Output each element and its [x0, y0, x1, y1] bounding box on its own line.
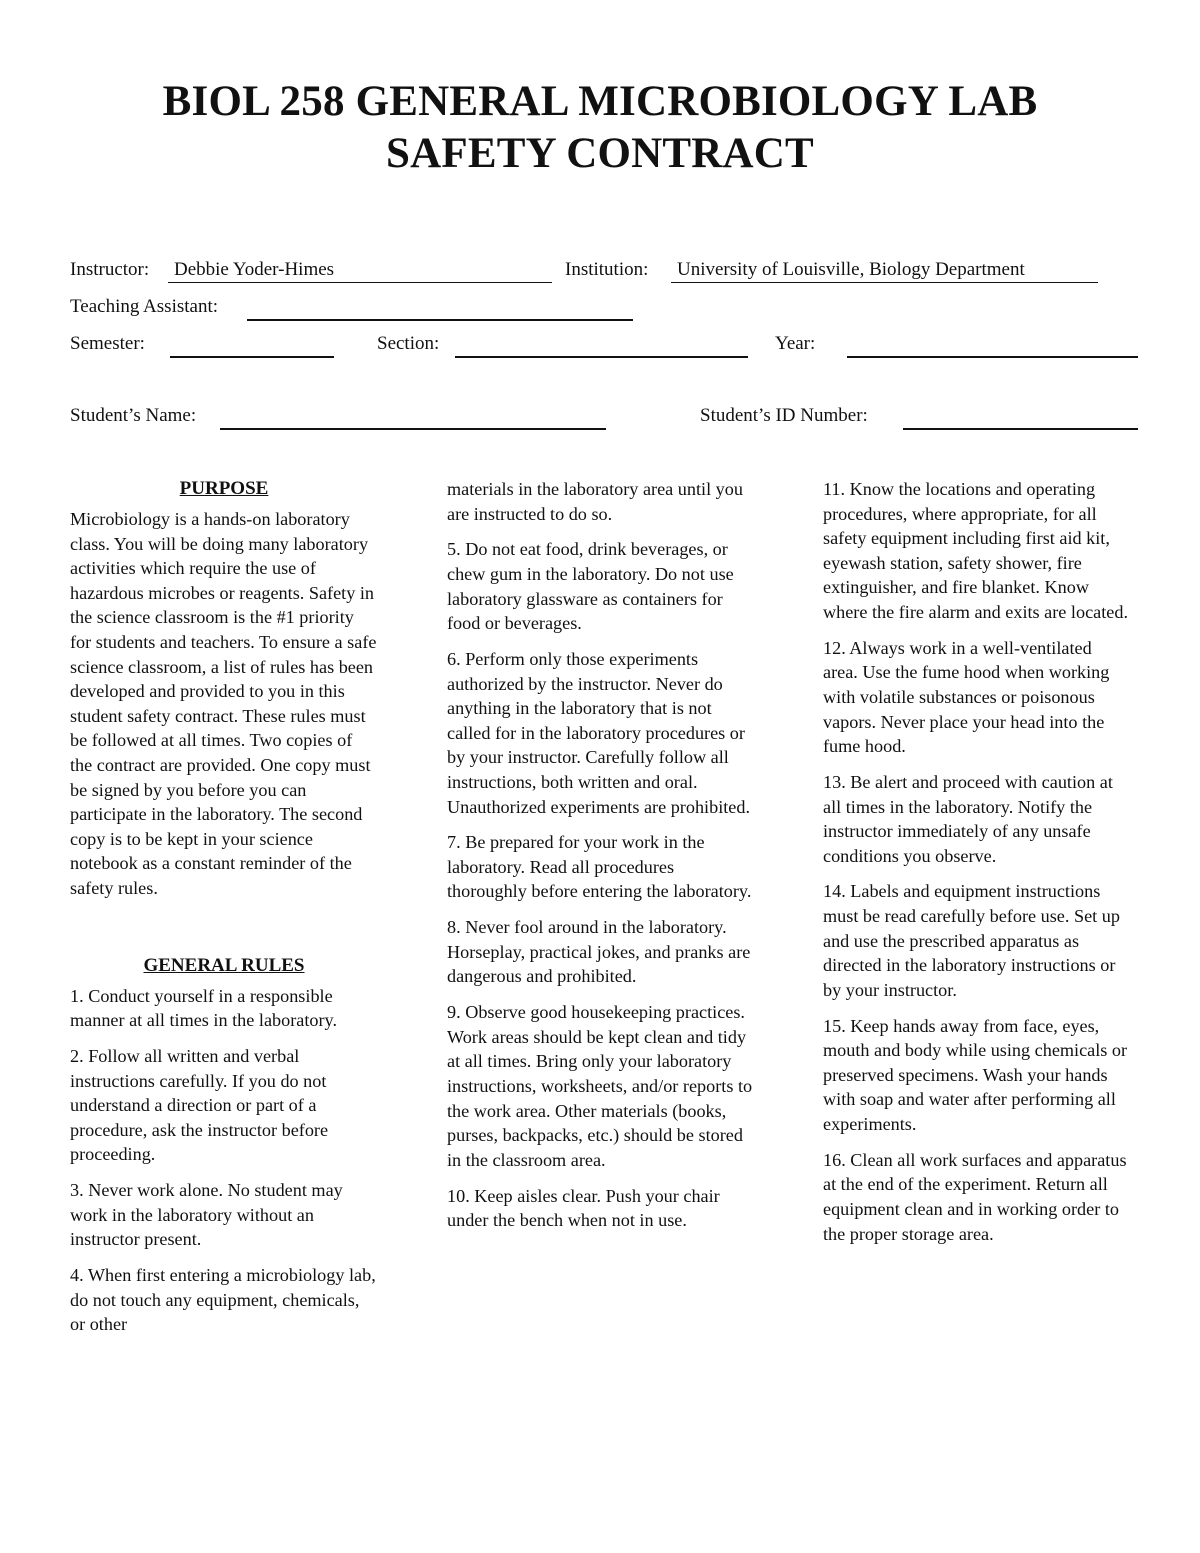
document-title: [0, 76, 1200, 180]
rule-11: 11. Know the locations and operating procedures, where appropriate, for all safety equipment including first aid kit, eyewash station, safety shower, fire extinguisher, and fire blanket. Know where the fire alarm and exits are located.: [823, 479, 1128, 622]
rule-9: 9. Observe good housekeeping practices. Work areas should be kept clean and tidy at all times. Bring only your laboratory instructions, worksheets, and/or reports to the work area. Other materials (books, purses, backpacks, etc.) should be stored in the classroom area.: [447, 1002, 753, 1170]
rule-8: 8. Never fool around in the laboratory. Horseplay, practical jokes, and pranks are dangerous and prohibited.: [447, 917, 751, 987]
rule-3: 3. Never work alone. No student may work in the laboratory without an instructor present.: [70, 1180, 343, 1250]
teaching-assistant-field[interactable]: [247, 295, 633, 321]
instructor-label: Instructor:: [70, 259, 150, 280]
column-2: [447, 477, 757, 1244]
institution-field[interactable]: [671, 258, 1098, 283]
title-line-2: SAFETY CONTRACT: [386, 130, 814, 177]
teaching-assistant-label: Teaching Assistant:: [70, 296, 219, 317]
year-label: Year:: [775, 333, 816, 354]
student-id-label: Student’s ID Number:: [700, 405, 868, 426]
rule-12: 12. Always work in a well-ventilated area. Use the fume hood when working with volatile substances or poisonous vapors. Never place your head into the fume hood.: [823, 637, 1110, 757]
year-field[interactable]: [847, 332, 1138, 358]
rule-10: 10. Keep aisles clear. Push your chair under the bench when not in use.: [447, 1185, 720, 1231]
section-label: Section:: [377, 333, 440, 354]
semester-label: Semester:: [70, 333, 145, 354]
title-line-1: BIOL 258 GENERAL MICROBIOLOGY LAB: [162, 78, 1038, 125]
rule-13: 13. Be alert and proceed with caution at all times in the laboratory. Notify the instructor immediately of any unsafe conditions you observe.: [823, 771, 1113, 866]
section-field[interactable]: [455, 332, 748, 358]
student-name-label: Student’s Name:: [70, 405, 197, 426]
rule-6: 6. Perform only those experiments authorized by the instructor. Never do anything in the laboratory that is not called for in the laboratory procedures or by your instructor. Carefully follow all instructions, both written and oral. Unauthorized experiments are prohibited.: [447, 648, 751, 817]
institution-label: Institution:: [565, 259, 649, 280]
rule-7: 7. Be prepared for your work in the laboratory. Read all procedures thoroughly before entering the laboratory.: [447, 832, 752, 902]
rule-4-end: materials in the laboratory area until you are instructed to do so.: [447, 479, 743, 524]
instructor-value: Debbie Yoder-Himes: [174, 259, 335, 280]
student-name-field[interactable]: [220, 404, 606, 430]
purpose-heading: PURPOSE: [179, 478, 269, 499]
rule-2: 2. Follow all written and verbal instructions carefully. If you do not understand a direction or part of a procedure, ask the instructor before proceeding.: [70, 1046, 329, 1165]
column-3: [823, 477, 1128, 1257]
rule-1: 1. Conduct yourself in a responsible manner at all times in the laboratory.: [70, 985, 337, 1031]
institution-value: University of Louisville, Biology Department: [677, 259, 1025, 280]
rule-14: 14. Labels and equipment instructions must be read carefully before use. Set up and use the prescribed apparatus as directed in the laboratory instructions or by your instructor.: [823, 881, 1120, 1000]
purpose-text: Microbiology is a hands-on laboratory class. You will be doing many laboratory activities which require the use of hazardous microbes or reagents. Safety in the science classroom is the #1 priority for students and teachers. To ensure a safe science classroom, a list of rules has been developed and provided to you in this student safety contract. These rules must be followed at all times. Two copies of the contract are provided. One copy must be signed by you before you can participate in the laboratory. The second copy is to be kept in your science notebook as a constant reminder of the safety rules.: [70, 509, 377, 898]
rule-16: 16. Clean all work surfaces and apparatus at the end of the experiment. Return all equipment clean and in working order to the proper storage area.: [823, 1149, 1127, 1244]
student-id-field[interactable]: [903, 404, 1138, 430]
rule-15: 15. Keep hands away from face, eyes, mouth and body while using chemicals or preserved specimens. Wash your hands with soap and water after performing all experiments.: [823, 1015, 1128, 1134]
instructor-field[interactable]: [168, 258, 552, 283]
column-1: [70, 477, 378, 1348]
general-rules-heading: GENERAL RULES: [143, 954, 305, 976]
rule-5: 5. Do not eat food, drink beverages, or chew gum in the laboratory. Do not use laboratory glassware as containers for food or beverages.: [447, 539, 734, 634]
rule-4-start: 4. When first entering a microbiology lab, do not touch any equipment, chemicals, or other: [70, 1265, 376, 1335]
semester-field[interactable]: [170, 332, 334, 358]
